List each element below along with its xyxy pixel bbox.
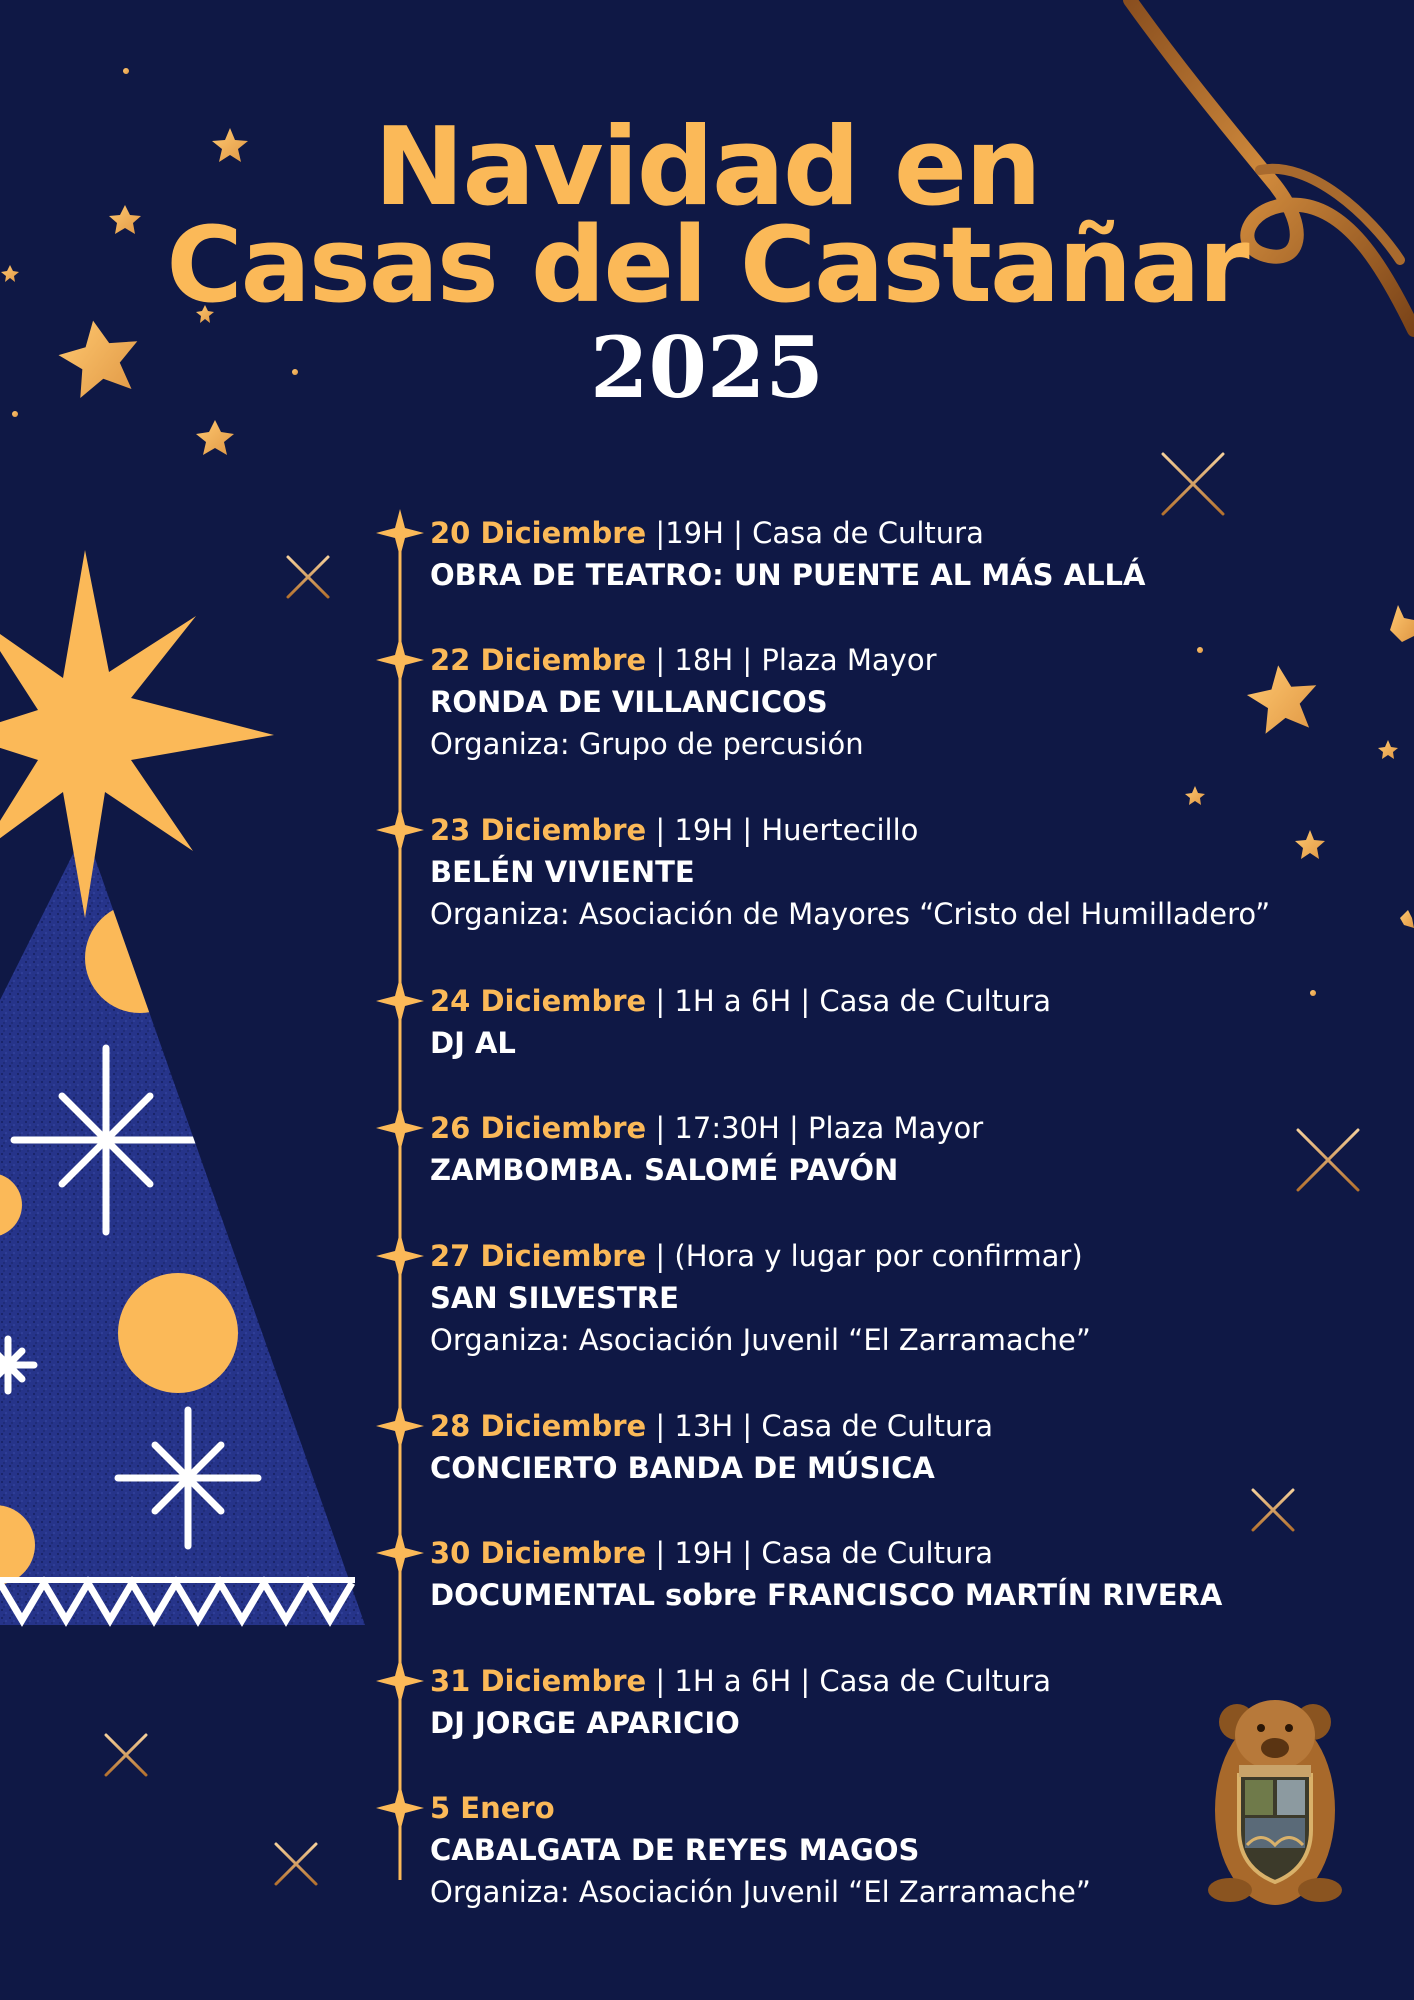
title-line-2: Casas del Castañar [166, 204, 1248, 326]
timeline-star-icon [376, 1784, 424, 1832]
event-details: | 1H a 6H | Casa de Cultura [646, 1664, 1052, 1698]
event-details: | (Hora y lugar por confirmar) [646, 1239, 1083, 1273]
event-details: | 18H | Plaza Mayor [646, 643, 937, 677]
event-date: 27 Diciembre [430, 1239, 647, 1273]
event-date-line [430, 1235, 1380, 1277]
event-item [430, 1660, 1380, 1744]
event-name: CONCIERTO BANDA DE MÚSICA [430, 1451, 935, 1485]
event-date: 30 Diciembre [430, 1536, 647, 1570]
event-date-line [430, 1405, 1380, 1447]
timeline-star-icon [376, 1104, 424, 1152]
timeline [376, 509, 424, 1880]
timeline-star-icon [376, 806, 424, 854]
timeline-star-icon [376, 1232, 424, 1280]
event-item [430, 980, 1380, 1064]
event-name: OBRA DE TEATRO: UN PUENTE AL MÁS ALLÁ [430, 558, 1146, 592]
event-name: ZAMBOMBA. SALOMÉ PAVÓN [430, 1153, 899, 1187]
event-item [430, 1787, 1380, 1913]
year-title: 2025 [590, 318, 824, 417]
event-date-line [430, 1787, 1380, 1829]
event-details: | 17:30H | Plaza Mayor [646, 1111, 984, 1145]
christmas-tree-illustration [0, 550, 365, 1625]
event-item [430, 809, 1380, 935]
event-date: 31 Diciembre [430, 1664, 647, 1698]
event-name: DJ JORGE APARICIO [430, 1706, 740, 1740]
event-date: 28 Diciembre [430, 1409, 647, 1443]
event-details: | 1H a 6H | Casa de Cultura [646, 984, 1052, 1018]
timeline-star-icon [376, 636, 424, 684]
timeline-star-icon [376, 1529, 424, 1577]
event-date: 23 Diciembre [430, 813, 647, 847]
event-date: 24 Diciembre [430, 984, 647, 1018]
event-organizer: Organiza: Asociación Juvenil “El Zarramache” [430, 1875, 1091, 1909]
event-date: 26 Diciembre [430, 1111, 647, 1145]
event-date-line [430, 980, 1380, 1022]
event-details: |19H | Casa de Cultura [646, 516, 984, 550]
event-organizer: Organiza: Asociación Juvenil “El Zarramache” [430, 1323, 1091, 1357]
event-organizer: Organiza: Asociación de Mayores “Cristo del Humilladero” [430, 897, 1271, 931]
timeline-star-icon [376, 1402, 424, 1450]
event-date-line [430, 1532, 1380, 1574]
timeline-star-icon [376, 1657, 424, 1705]
event-item [430, 1405, 1380, 1489]
event-item [430, 512, 1380, 596]
event-date: 20 Diciembre [430, 516, 647, 550]
event-name: DJ AL [430, 1026, 516, 1060]
timeline-star-icon [376, 977, 424, 1025]
event-details: | 19H | Huertecillo [646, 813, 919, 847]
event-date-line [430, 512, 1380, 554]
event-details: | 19H | Casa de Cultura [646, 1536, 994, 1570]
event-name: BELÉN VIVIENTE [430, 855, 695, 889]
event-date-line [430, 1660, 1380, 1702]
title-line-1: Navidad en [374, 105, 1040, 230]
event-date-line [430, 809, 1380, 851]
event-name: SAN SILVESTRE [430, 1281, 679, 1315]
event-date: 22 Diciembre [430, 643, 647, 677]
event-name: DOCUMENTAL sobre FRANCISCO MARTÍN RIVERA [430, 1578, 1223, 1612]
event-item [430, 1107, 1380, 1191]
event-details: | 13H | Casa de Cultura [646, 1409, 994, 1443]
event-organizer: Organiza: Grupo de percusión [430, 727, 864, 761]
event-date-line [430, 1107, 1380, 1149]
timeline-star-icon [376, 509, 424, 557]
event-date: 5 Enero [430, 1791, 555, 1825]
event-item [430, 639, 1380, 765]
event-name: CABALGATA DE REYES MAGOS [430, 1833, 920, 1867]
event-item [430, 1532, 1380, 1616]
event-date-line [430, 639, 1380, 681]
event-name: RONDA DE VILLANCICOS [430, 685, 828, 719]
event-item [430, 1235, 1380, 1361]
